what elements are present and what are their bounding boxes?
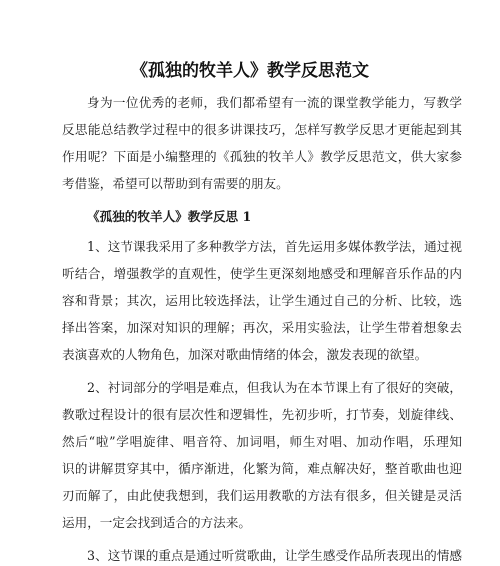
- paragraph-line: 然后“啦”学唱旋律、唱音符、加词唱，师生对唱、加动作唱，乐理知: [62, 434, 462, 449]
- paragraph-line: 择出答案，加深对知识的理解；再次，采用实验法，让学生带着想象去: [62, 320, 462, 335]
- paragraph-line: 教歌过程设计的很有层次性和逻辑性，先初步听，打节奏，划旋律线、: [62, 407, 462, 422]
- paragraph-line: 识的讲解贯穿其中，循序渐进，化繁为简，难点解决好，整首歌曲也迎: [62, 461, 462, 476]
- page-title: 《孤独的牧羊人》教学反思范文: [131, 61, 369, 81]
- intro-line: 身为一位优秀的老师，我们都希望有一流的课堂教学能力，写教学: [87, 95, 462, 110]
- section-heading: 《孤独的牧羊人》教学反思 1: [87, 209, 252, 224]
- intro-line: 作用呢？下面是小编整理的《孤独的牧羊人》教学反思范文，供大家参: [62, 149, 462, 164]
- paragraph-line: 3、这节课的重点是通过听赏歌曲，让学生感受作品所表现出的情感: [87, 548, 462, 563]
- intro-line: 反思能总结教学过程中的很多讲课技巧，怎样写教学反思才更能起到其: [62, 122, 462, 137]
- paragraph-line: 1、这节课我采用了多种教学方法，首先运用多媒体教学法，通过视: [87, 239, 462, 254]
- paragraph-line: 运用，一定会找到适合的方法来。: [62, 515, 251, 530]
- intro-line: 考借鉴，希望可以帮助到有需要的朋友。: [62, 176, 289, 191]
- paragraph-line: 表演喜欢的人物角色，加深对歌曲情绪的体会，激发表现的欲望。: [62, 347, 428, 362]
- paragraph-line: 刃而解了，由此使我想到，我们运用教歌的方法有很多，但关键是灵活: [62, 488, 462, 503]
- paragraph-line: 容和背景；其次，运用比较选择法，让学生通过自己的分析、比较，选: [62, 293, 462, 308]
- paragraph-line: 2、衬词部分的学唱是难点，但我认为在本节课上有了很好的突破，: [87, 380, 462, 395]
- paragraph-line: 听结合，增强教学的直观性，使学生更深刻地感受和理解音乐作品的内: [62, 266, 462, 281]
